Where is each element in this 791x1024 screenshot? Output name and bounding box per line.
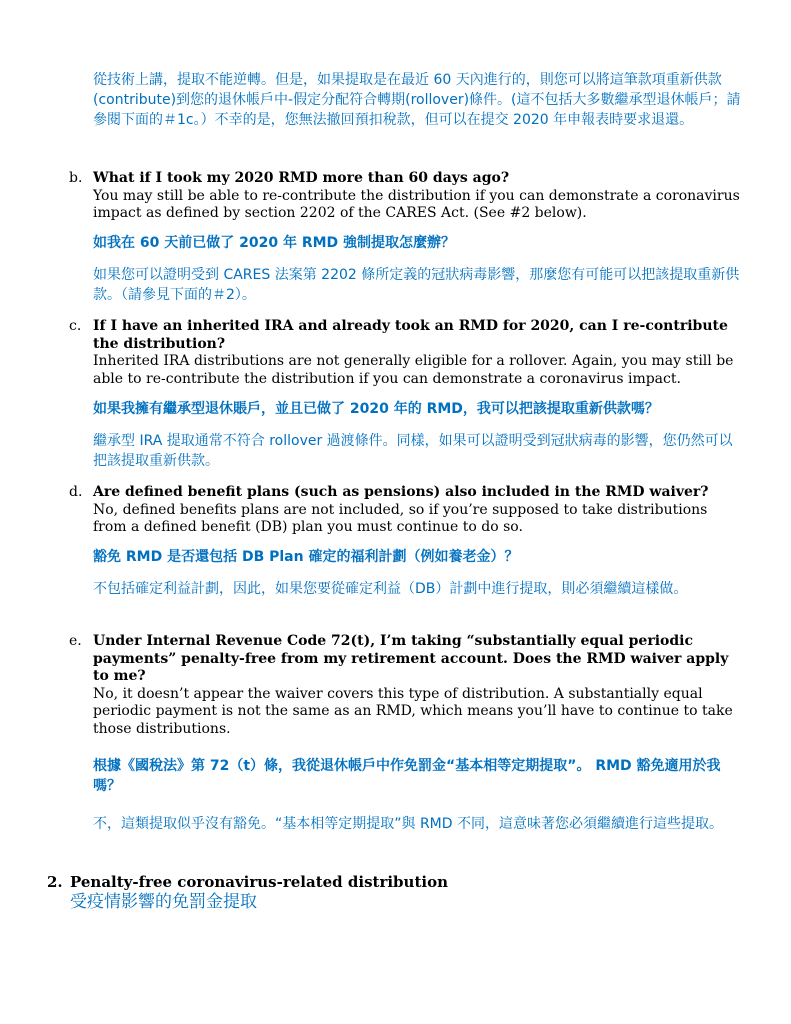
- faq-item-b: [93, 170, 745, 223]
- section-number: 2.: [47, 873, 63, 891]
- intro-text-cn: 從技術上講，提取不能逆轉。但是，如果提取是在最近 60 天內進行的，則您可以將這筆款項重新供款(contribute)到您的退休帳戶中-假定分配符合轉期(rollover)條件。(這不包括大多數繼承型退休帳戶；請參閱下面的＃1c。）不幸的是，您無法撤回預扣稅款，但可以在提交 2020 年申報表時要求退還。: [93, 72, 741, 128]
- faq-item-e-answer-cn: [93, 814, 745, 834]
- item-marker-d: d.: [69, 484, 83, 500]
- answer-en: You may still be able to re-contribute the distribution if you can demonstrate a coronavirus impact as defined by section 2202 of the CARES Act. (See #2 below).: [93, 187, 740, 221]
- answer-en: No, it doesn’t appear the waiver covers this type of distribution. A substantially equal periodic payment is not the same as an RMD, which means you’ll have to continue to take those distributions.: [93, 685, 733, 737]
- answer-en: No, defined benefits plans are not included, so if you’re supposed to take distributions from a defined benefit (DB) plan you must continue to do so.: [93, 501, 708, 535]
- question-cn: 如果我擁有繼承型退休賬戶，並且已做了 2020 年的 RMD，我可以把該提取重新供款嗎？: [93, 401, 659, 417]
- question-cn: 根據《國稅法》第 72（t）條，我從退休帳戶中作免罰金“基本相等定期提取”。 RMD 豁免適用於我嗎？: [93, 758, 721, 794]
- item-marker-e: e.: [69, 633, 82, 649]
- faq-item-b-cn: [93, 233, 745, 253]
- item-marker-c: c.: [69, 318, 82, 334]
- faq-item-c: [93, 318, 745, 388]
- answer-cn: 不包括確定利益計劃，因此，如果您要從確定利益（DB）計劃中進行提取，則必須繼續這樣做。: [93, 581, 688, 597]
- item-marker-b: b.: [69, 170, 83, 186]
- section-title-en: Penalty-free coronavirus-related distribution: [70, 873, 448, 891]
- faq-item-d: [93, 484, 745, 537]
- question-en: What if I took my 2020 RMD more than 60 days ago?: [93, 170, 510, 186]
- question-en: Under Internal Revenue Code 72(t), I’m taking “substantially equal periodic payments” penalty-free from my retirement account. Does the RMD waiver apply to me?: [93, 633, 729, 684]
- answer-cn: 如果您可以證明受到 CARES 法案第 2202 條所定義的冠狀病毒影響，那麼您有可能可以把該提取重新供款。（請參見下面的＃2）。: [93, 267, 740, 303]
- faq-item-d-cn: [93, 547, 745, 567]
- intro-paragraph: [93, 70, 745, 130]
- section-heading: [70, 873, 750, 913]
- faq-item-d-answer-cn: [93, 579, 745, 599]
- faq-item-c-cn: [93, 399, 745, 419]
- question-cn: 如我在 60 天前已做了 2020 年 RMD 強制提取怎麼辦？: [93, 235, 456, 251]
- question-en: If I have an inherited IRA and already took an RMD for 2020, can I re-contribute the distribution?: [93, 318, 728, 352]
- section-title-cn: 受疫情影響的免罰金提取: [70, 892, 257, 912]
- answer-cn: 不，這類提取似乎沒有豁免。“基本相等定期提取”與 RMD 不同，這意味著您必須繼續進行這些提取。: [93, 816, 723, 832]
- question-en: Are defined benefit plans (such as pensions) also included in the RMD waiver?: [93, 484, 709, 500]
- faq-item-c-answer-cn: [93, 431, 745, 471]
- answer-en: Inherited IRA distributions are not generally eligible for a rollover. Again, you may still be able to re-contribute the distribution if you can demonstrate a coronavirus impact.: [93, 353, 734, 387]
- answer-cn: 繼承型 IRA 提取通常不符合 rollover 過渡條件。同樣，如果可以證明受到冠狀病毒的影響，您仍然可以把該提取重新供款。: [93, 433, 733, 469]
- faq-item-e: [93, 633, 745, 738]
- faq-item-e-cn: [93, 756, 745, 796]
- question-cn: 豁免 RMD 是否還包括 DB Plan 確定的福利計劃（例如養老金）？: [93, 549, 519, 565]
- faq-item-b-answer-cn: [93, 265, 745, 305]
